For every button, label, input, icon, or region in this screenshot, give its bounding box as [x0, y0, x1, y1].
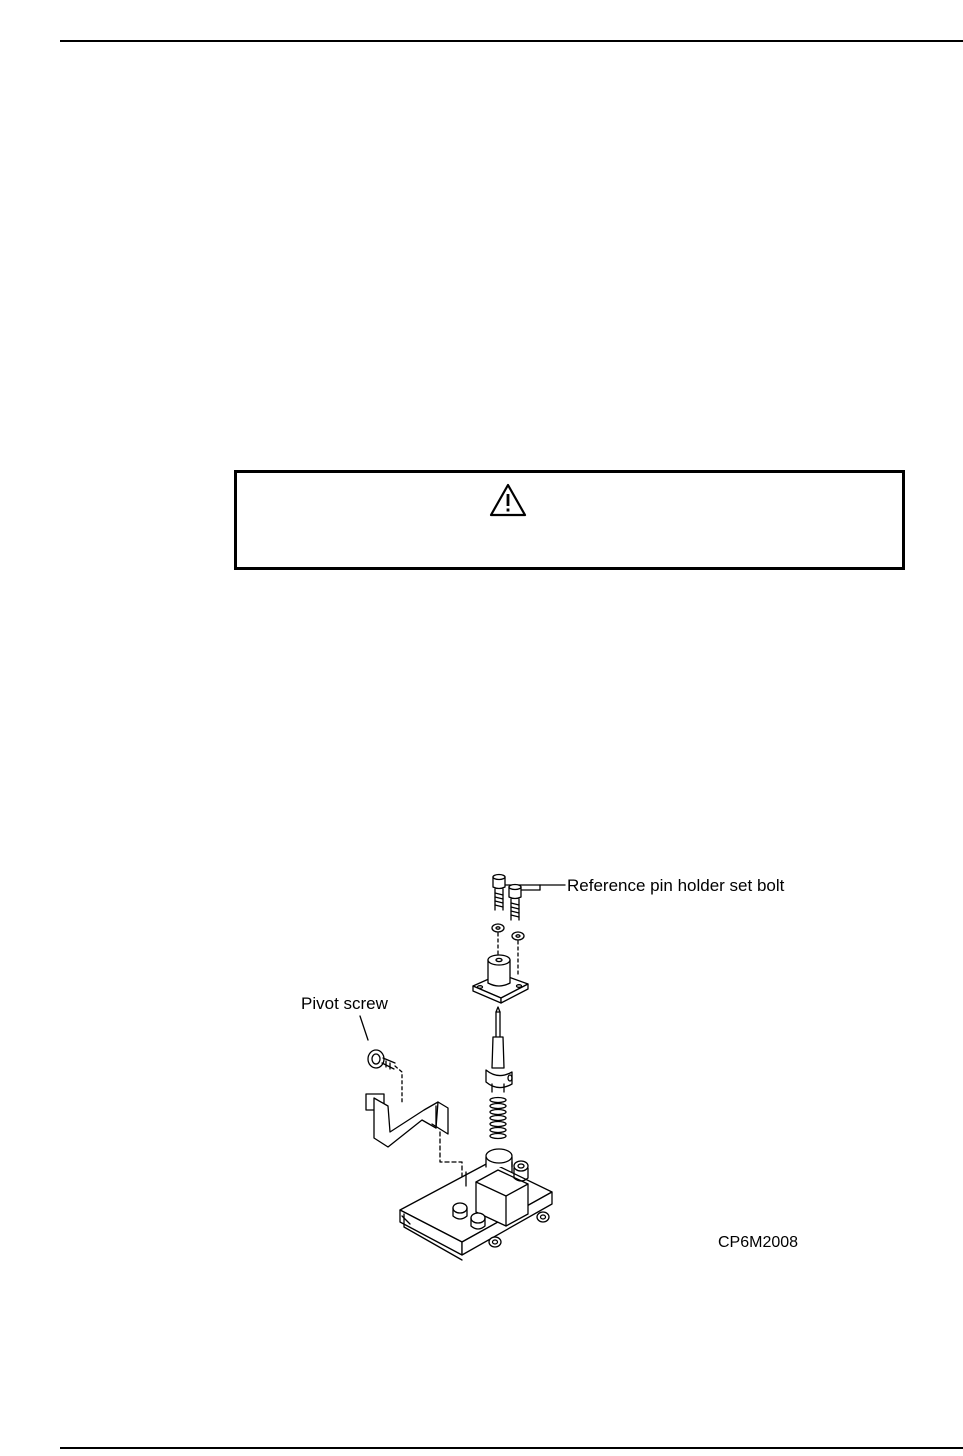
set-bolt-right [509, 885, 521, 921]
exploded-view-drawing [290, 862, 830, 1272]
footer-rule [60, 1447, 963, 1449]
spring [490, 1098, 506, 1139]
caution-box [234, 470, 905, 570]
warning-triangle-icon [489, 483, 527, 517]
callout-reference-pin-holder-set-bolt: Reference pin holder set bolt [567, 876, 785, 895]
exploded-view-figure [290, 862, 830, 1272]
reference-pin-holder [473, 955, 528, 1003]
header-rule [60, 40, 963, 42]
reference-pin [486, 1007, 512, 1092]
base-assembly [400, 1149, 552, 1260]
callout-pivot-screw: Pivot screw [301, 994, 388, 1013]
bracket-lever [366, 1094, 462, 1182]
set-bolt-left [493, 875, 505, 911]
pivot-screw [360, 1016, 402, 1102]
figure-code: CP6M2008 [718, 1234, 799, 1251]
